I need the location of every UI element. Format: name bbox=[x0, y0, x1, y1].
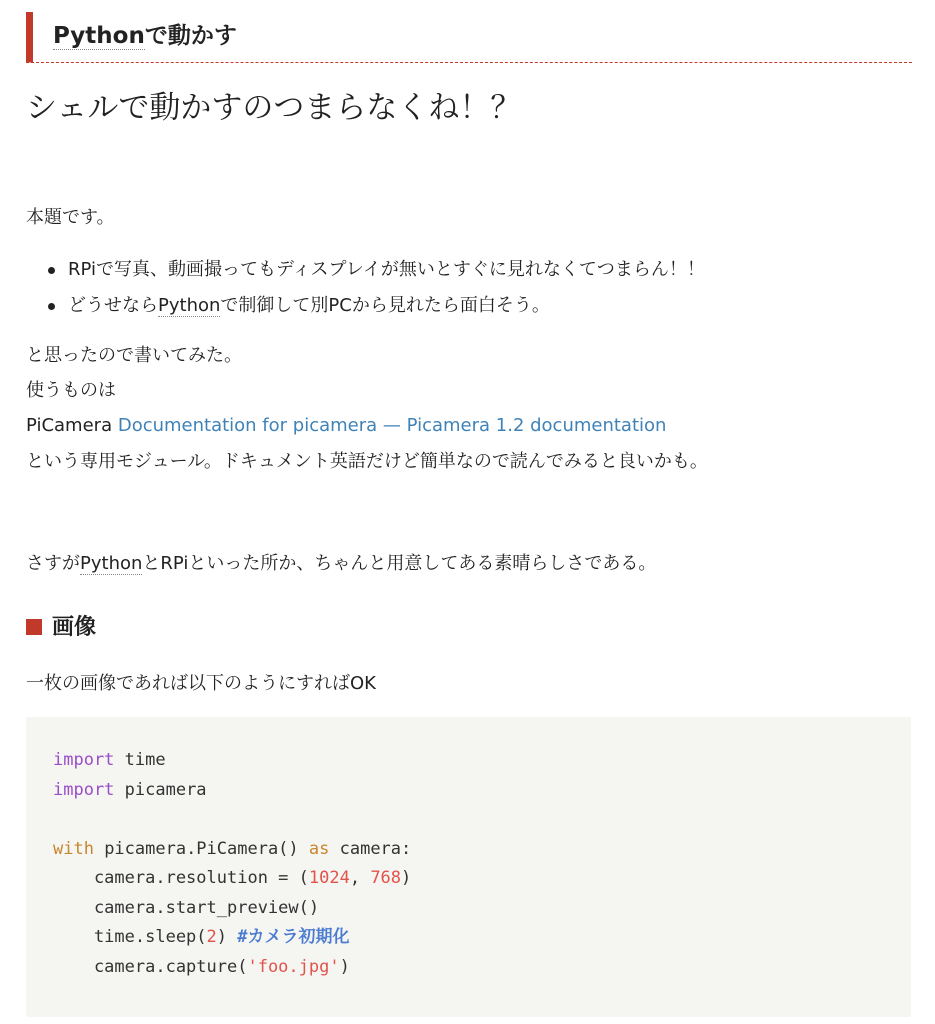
para-text: とRPiといった所か、ちゃんと用意してある素晴らしさである。 bbox=[142, 553, 657, 574]
bullet-list bbox=[68, 252, 705, 324]
intro-text: 本題です。 bbox=[26, 207, 115, 228]
subtitle: シェルで動かすのつまらなくね！？ bbox=[26, 90, 522, 126]
paragraph-line bbox=[26, 546, 656, 582]
code-line: camera.resolution = (1024, 768) bbox=[53, 868, 412, 888]
code-line bbox=[53, 805, 911, 835]
square-bullet-icon bbox=[26, 619, 42, 635]
bullet-text: RPiで写真、動画撮ってもディスプレイが無いとすぐに見れなくてつまらん！！ bbox=[68, 259, 705, 280]
bullet-text: どうせなら bbox=[68, 295, 158, 316]
picamera-label: PiCamera bbox=[26, 415, 118, 436]
paragraph-line: 使うものは bbox=[26, 380, 116, 401]
image-heading-label: 画像 bbox=[52, 615, 97, 640]
section-heading-suffix: で動かす bbox=[144, 23, 237, 49]
picamera-docs-link[interactable]: Documentation for picamera — Picamera 1.2 documentation bbox=[117, 415, 667, 436]
code-line: camera.capture('foo.jpg') bbox=[53, 956, 350, 977]
code-line: with picamera.PiCamera() as camera: bbox=[53, 838, 412, 859]
image-heading bbox=[26, 610, 96, 646]
section-heading bbox=[26, 12, 912, 63]
python-keyword-link[interactable]: Python bbox=[80, 553, 143, 574]
bullet-text: で制御して別PCから見れたら面白そう。 bbox=[220, 295, 550, 316]
code-line: time.sleep(2) #カメラ初期化 bbox=[53, 927, 350, 947]
code-line: camera.start_preview() bbox=[53, 897, 320, 918]
code-block bbox=[26, 717, 911, 1017]
paragraph-line: という専用モジュール。ドキュメント英語だけど簡単なので読んでみると良いかも。 bbox=[26, 451, 708, 472]
list-item bbox=[68, 252, 705, 288]
image-intro-text: 一枚の画像であれば以下のようにすればOK bbox=[26, 673, 376, 694]
python-keyword-link[interactable]: Python bbox=[158, 295, 221, 316]
paragraph-line: と思ったので書いてみた。 bbox=[26, 345, 242, 366]
code-line: import time bbox=[53, 750, 166, 770]
para-text: さすが bbox=[26, 553, 80, 574]
python-keyword-link[interactable]: Python bbox=[53, 23, 145, 49]
list-item bbox=[68, 288, 705, 324]
code-line: import picamera bbox=[53, 779, 207, 800]
paragraph-line bbox=[26, 408, 666, 444]
